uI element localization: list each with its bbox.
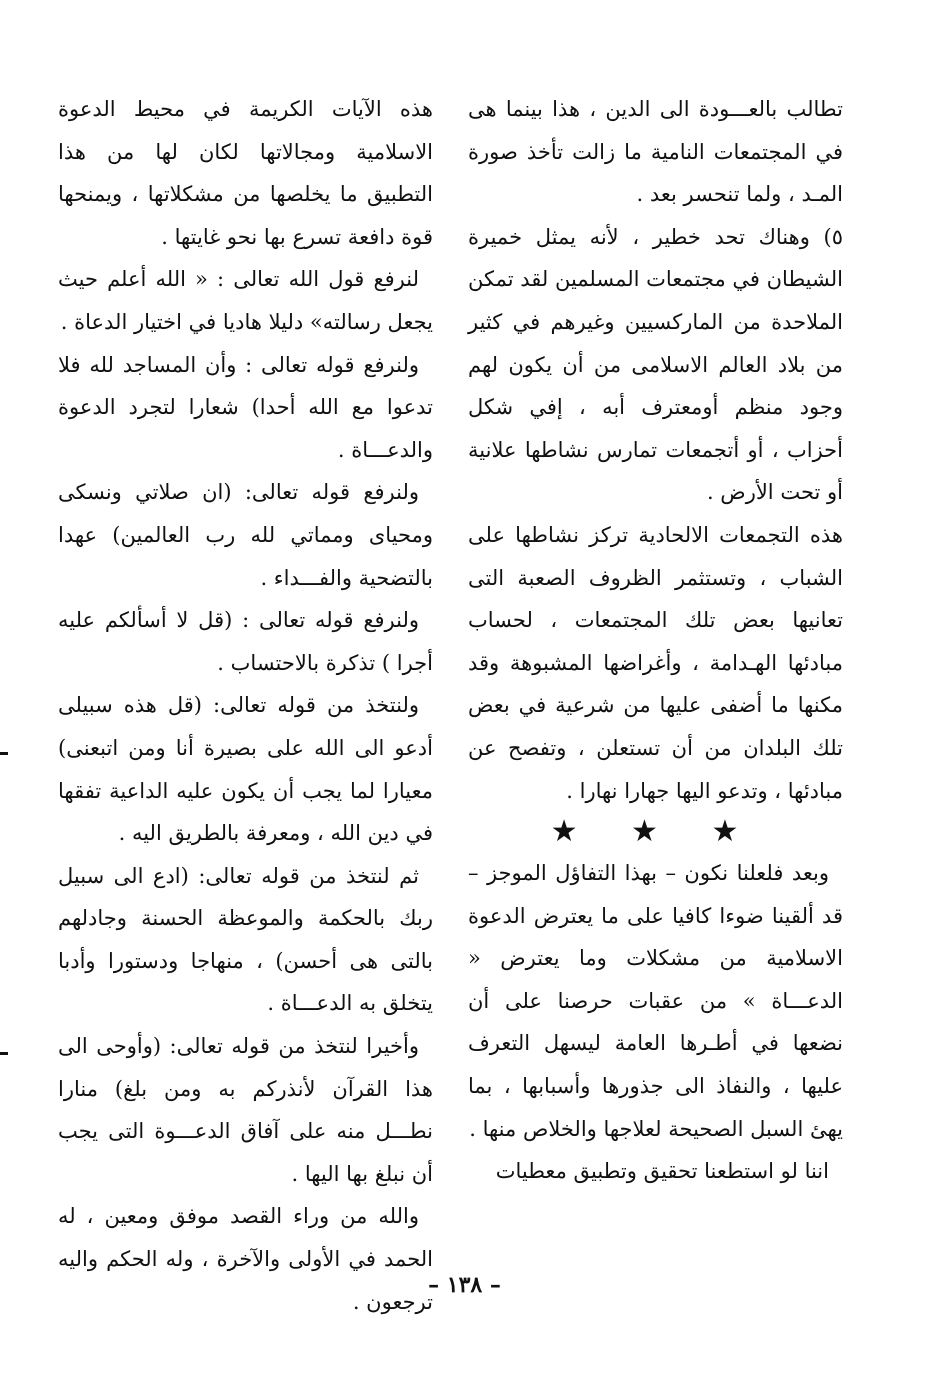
right-paragraph-5: اننا لو استطعنا تحقيق وتطبيق معطيات bbox=[495, 1159, 829, 1184]
left-paragraph-1: هذه الآيات الكريمة في محيط الدعوة الاسلامية ومجالاتها لكان لها من هذا التطبيق ما يخلصها من مشكلاتها ، ويمنحها قوة دافعة تسرع بها نحو غايتها . bbox=[58, 97, 433, 249]
right-paragraph-3: هذه التجمعات الالحادية تركز نشاطها على الشباب ، وتستثمر الظروف الصعبة التى تعانيها بعض تلك المجتمعات ، لحساب مبادئها الهـدامة ، وأغراضها المشبوهة وقد مكنها ما أضفى عليها من شرعية في بعض تلك البلدان من أن تستعلن ، وتفصح عن مبادئها ، وتدعو اليها جهارا نهارا . bbox=[468, 522, 843, 803]
right-paragraph-2: ٥) وهناك تحد خطير ، لأنه يمثل خميرة الشيطان في مجتمعات المسلمين لقد تمكن الملاحدة من الماركسيين وغيرهم في كثير من بلاد العالم الاسلامى من أن يكون لهم وجود منظم أومعترف أبه ، إفي شكل أحزاب ، أو أتجمعات تمارس نشاطها علانية أو تحت الأرض . bbox=[468, 224, 843, 505]
margin-mark bbox=[0, 752, 8, 755]
left-paragraph-6: ولنتخذ من قوله تعالى: (قل هذه سبيلى أدعو الى الله على بصيرة أنا ومن اتبعنى) معيارا لما يجب أن يكون عليه الداعية تفقها في دين الله ، ومعرفة بالطريق اليه . bbox=[58, 693, 433, 846]
page-number: – ١٣٨ – bbox=[428, 1272, 501, 1298]
right-column bbox=[468, 88, 843, 1193]
section-divider-stars: ★ ★ ★ bbox=[550, 814, 761, 850]
left-paragraph-5: ولنرفع قوله تعالى : (قل لا أسألكم عليه أجرا ) تذكرة بالاحتساب . bbox=[58, 608, 433, 675]
left-column bbox=[58, 88, 433, 1323]
left-paragraph-2: لنرفع قول الله تعالى : « الله أعلم حيث يجعل رسالته» دليلا هاديا في اختيار الدعاة . bbox=[58, 267, 433, 334]
left-paragraph-9: والله من وراء القصد موفق ومعين ، له الحمد في الأولى والآخرة ، وله الحكم واليه ترجعون . bbox=[58, 1204, 433, 1314]
left-paragraph-3: ولنرفع قوله تعالى : وأن المساجد لله فلا تدعوا مع الله أحدا) شعارا لتجرد الدعوة والدعـــاة . bbox=[58, 352, 433, 462]
left-paragraph-8: وأخيرا لنتخذ من قوله تعالى: (وأوحى الى هذا القرآن لأنذركم به ومن بلغ) منارا نطـــل منه على آفاق الدعـــوة التى يجب أن نبلغ بها اليها . bbox=[58, 1034, 433, 1186]
left-paragraph-7: ثم لنتخذ من قوله تعالى: (ادع الى سبيل ربك بالحكمة والموعظة الحسنة وجادلهم بالتى هى أحسن) ، منهاجا ودستورا وأدبا يتخلق به الدعـــاة . bbox=[58, 863, 433, 1016]
margin-mark bbox=[0, 1052, 8, 1055]
right-paragraph-1: تطالب بالعـــودة الى الدين ، هذا بينما هى في المجتمعات النامية ما زالت تأخذ صورة المـد ، ولما تنحسر بعد . bbox=[468, 97, 843, 207]
right-paragraph-4: وبعد فلعلنا نكون – بهذا التفاؤل الموجز – قد ألقينا ضوءا كافيا على ما يعترض الدعوة الاسلامية من مشكلات وما يعترض « الدعـــاة » من عقبات حرصنا على أن نضعها في أطـرها العامة ليسهل التعرف عليها ، والنفاذ الى جذورها وأسبابها ، بما يهئ السبل الصحيحة لعلاجها والخلاص منها . bbox=[468, 861, 843, 1141]
left-paragraph-4: ولنرفع قوله تعالى: (ان صلاتي ونسكى ومحياى ومماتي لله رب العالمين) عهدا بالتضحية والفـــداء . bbox=[58, 480, 433, 590]
